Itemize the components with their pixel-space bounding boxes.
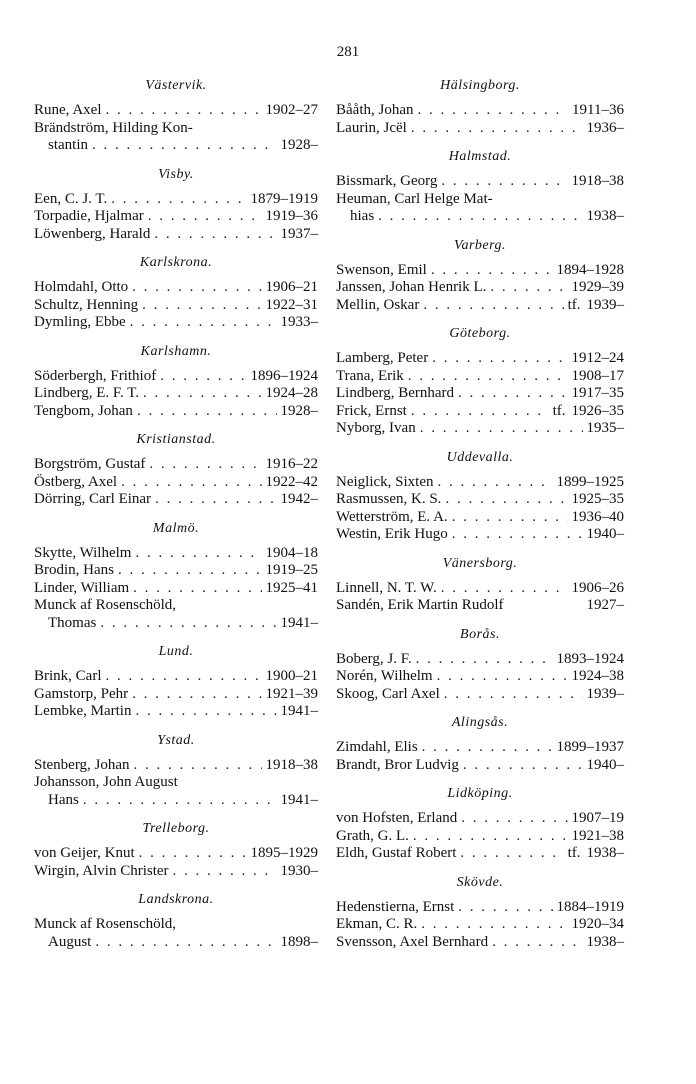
leader-dots xyxy=(452,526,583,544)
list-item xyxy=(336,668,624,686)
person-name-line1: Johansson, John August xyxy=(34,774,178,790)
person-name: Grath, G. L. xyxy=(336,827,409,844)
person-name: Dörring, Carl Einar xyxy=(34,491,152,507)
person-name: Een, C. J. T. xyxy=(34,190,108,207)
city-section xyxy=(34,892,318,951)
city-heading: Västervik. xyxy=(145,78,207,93)
list-item xyxy=(34,297,318,315)
list-item xyxy=(336,102,624,120)
tenure-years: 1928– xyxy=(280,402,318,419)
tenure-years: 1940– xyxy=(586,756,624,773)
leader-dots xyxy=(411,120,583,138)
person-name: Sandén, Erik Martin Rudolf xyxy=(336,597,504,613)
list-item xyxy=(336,262,624,280)
person-name: Gamstorp, Pehr xyxy=(34,685,129,702)
tenure-years: 1893–1924 xyxy=(556,650,624,667)
tenure-years: 1884–1919 xyxy=(556,898,624,915)
person-name: Dymling, Ebbe xyxy=(34,314,126,330)
tenure-years: 1919–25 xyxy=(265,562,318,578)
leader-dots xyxy=(438,474,553,492)
tenure-years: 1911–36 xyxy=(572,102,624,118)
list-item xyxy=(336,916,624,934)
leader-dots xyxy=(106,102,262,120)
tenure-years: 1921–38 xyxy=(571,827,624,844)
list-item xyxy=(34,580,318,598)
city-section xyxy=(336,238,624,315)
tenure-years: 1896–1924 xyxy=(250,367,318,384)
person-name: Holmdahl, Otto xyxy=(34,279,129,295)
acting-marker: tf. xyxy=(552,402,566,419)
leader-dots xyxy=(135,703,276,721)
leader-dots xyxy=(411,403,549,421)
leader-dots xyxy=(452,509,568,527)
list-item xyxy=(34,703,318,721)
city-heading: Landskrona. xyxy=(138,892,214,907)
city-section xyxy=(34,255,318,332)
leader-dots xyxy=(444,686,583,704)
city-heading: Halmstad. xyxy=(448,149,512,164)
person-name: Brandt, Bror Ludvig xyxy=(336,756,459,773)
person-name: Stenberg, Johan xyxy=(34,756,130,773)
leader-dots xyxy=(132,279,261,297)
tenure-years: 1900–21 xyxy=(265,668,318,684)
list-item xyxy=(336,686,624,704)
leader-dots xyxy=(492,934,582,952)
list-item xyxy=(34,474,318,492)
list-item xyxy=(336,297,624,315)
leader-dots xyxy=(490,279,567,297)
leader-dots xyxy=(92,137,277,155)
tenure-years: 1928– xyxy=(280,137,318,153)
tenure-years: 1930– xyxy=(280,862,318,879)
tenure-years: 1908–17 xyxy=(571,367,624,384)
leader-dots xyxy=(173,863,277,881)
list-item xyxy=(34,208,318,226)
tenure-years: 1939– xyxy=(586,685,624,702)
city-section xyxy=(336,786,624,863)
leader-dots xyxy=(133,580,261,598)
entry-row xyxy=(34,934,318,952)
city-heading: Karlskrona. xyxy=(139,255,213,270)
list-item xyxy=(34,368,318,386)
tenure-years: 1895–1929 xyxy=(250,845,318,861)
list-item xyxy=(34,845,318,863)
tenure-years: 1906–26 xyxy=(571,579,624,596)
list-item xyxy=(34,120,318,155)
person-name: Mellin, Oskar xyxy=(336,296,420,313)
list-item xyxy=(336,491,624,509)
person-name: Frick, Ernst xyxy=(336,402,407,419)
leader-dots xyxy=(463,757,583,775)
person-name: Lindberg, Bernhard xyxy=(336,385,455,401)
city-heading: Visby. xyxy=(158,166,194,182)
person-name: Rune, Axel xyxy=(34,102,102,118)
list-item xyxy=(34,226,318,244)
person-name-line2: Hans xyxy=(48,791,79,808)
city-section xyxy=(336,78,624,137)
tenure-years: 1927– xyxy=(586,597,624,613)
leader-dots xyxy=(134,757,262,775)
person-name: Torpadie, Hjalmar xyxy=(34,208,144,224)
tenure-years: 1917–35 xyxy=(571,385,624,401)
tenure-years: 1907–19 xyxy=(571,810,624,826)
person-name: Trana, Erik xyxy=(336,367,404,384)
acting-marker: tf. xyxy=(567,845,581,861)
person-name: Linder, William xyxy=(34,579,130,596)
tenure-years: 1920–34 xyxy=(571,916,624,932)
list-item xyxy=(336,420,624,438)
list-item xyxy=(336,279,624,297)
city-section xyxy=(336,149,624,226)
list-item xyxy=(336,474,624,492)
person-name: Hedenstierna, Ernst xyxy=(336,898,455,915)
city-heading: Karlshamn. xyxy=(140,343,212,359)
list-item xyxy=(336,757,624,775)
person-name: Zimdahl, Elis xyxy=(336,739,418,755)
entry-row xyxy=(34,137,318,155)
list-item xyxy=(336,403,624,421)
tenure-years: 1941– xyxy=(280,791,318,808)
person-name: Lamberg, Peter xyxy=(336,350,429,366)
city-heading: Vänersborg. xyxy=(442,555,518,571)
tenure-years: 1941– xyxy=(280,703,318,719)
leader-dots xyxy=(111,191,246,209)
tenure-years: 1929–39 xyxy=(571,279,624,295)
city-section xyxy=(336,556,624,615)
list-item xyxy=(336,899,624,917)
entry-row xyxy=(34,615,318,633)
person-name: Boberg, J. F. xyxy=(336,650,412,667)
list-item xyxy=(336,173,624,191)
leader-dots xyxy=(378,208,582,226)
leader-dots xyxy=(458,385,567,403)
person-name: Neiglick, Sixten xyxy=(336,473,434,490)
tenure-years: 1898– xyxy=(280,933,318,950)
city-heading: Lidköping. xyxy=(447,786,513,801)
list-item xyxy=(336,651,624,669)
person-name: Laurin, Jcël xyxy=(336,119,407,136)
leader-dots xyxy=(431,262,553,280)
city-section xyxy=(34,821,318,880)
list-item xyxy=(34,757,318,775)
leader-dots xyxy=(149,456,261,474)
tenure-years: 1922–42 xyxy=(265,473,318,490)
list-item xyxy=(336,120,624,138)
person-name-line2: August xyxy=(48,933,92,950)
leader-dots xyxy=(445,491,567,509)
tenure-years: 1925–41 xyxy=(265,579,318,596)
list-item xyxy=(34,456,318,474)
leader-dots xyxy=(143,385,261,403)
person-name: Borgström, Gustaf xyxy=(34,456,146,472)
list-item xyxy=(336,580,624,598)
person-name: von Geijer, Knut xyxy=(34,845,135,861)
person-name-line2: hias xyxy=(350,208,375,224)
tenure-years: 1924–28 xyxy=(265,385,318,401)
person-name: Löwenberg, Harald xyxy=(34,225,151,242)
right-column xyxy=(336,78,624,963)
leader-dots xyxy=(95,934,276,952)
person-name-line1: Munck af Rosenschöld, xyxy=(34,597,177,613)
person-name-line1: Brändström, Hilding Kon- xyxy=(34,119,193,136)
person-name: Skoog, Carl Axel xyxy=(336,685,440,702)
tenure-years: 1919–36 xyxy=(265,208,318,224)
list-item xyxy=(336,350,624,368)
city-section xyxy=(34,733,318,810)
list-item xyxy=(34,279,318,297)
list-item xyxy=(336,368,624,386)
person-name: Rasmussen, K. S. xyxy=(336,491,442,507)
leader-dots xyxy=(137,403,277,421)
person-name: Skytte, Wilhelm xyxy=(34,544,132,561)
tenure-years: 1938– xyxy=(586,845,624,861)
tenure-years: 1938– xyxy=(586,933,624,950)
person-name-line1: Munck af Rosenschöld, xyxy=(34,916,177,932)
person-name: Lindberg, E. F. T. xyxy=(34,385,140,401)
tenure-years: 1937– xyxy=(280,225,318,242)
tenure-years: 1936– xyxy=(586,119,624,136)
leader-dots xyxy=(154,226,276,244)
leader-dots xyxy=(100,615,276,633)
leader-dots xyxy=(106,668,262,686)
list-item xyxy=(336,739,624,757)
leader-dots xyxy=(413,828,568,846)
person-name: Eldh, Gustaf Robert xyxy=(336,845,457,861)
person-name-line2: Thomas xyxy=(48,614,97,631)
list-item xyxy=(34,562,318,580)
city-heading: Borås. xyxy=(460,626,500,642)
tenure-years: 1940– xyxy=(586,526,624,542)
city-heading: Uddevalla. xyxy=(446,449,514,465)
leader-dots xyxy=(148,208,262,226)
leader-dots xyxy=(461,810,567,828)
list-item xyxy=(34,385,318,403)
tenure-years: 1939– xyxy=(586,296,624,313)
person-name: Brodin, Hans xyxy=(34,562,114,578)
person-name: Swenson, Emil xyxy=(336,261,427,278)
leader-dots xyxy=(416,651,553,669)
tenure-years: 1924–38 xyxy=(571,668,624,684)
list-item xyxy=(34,545,318,563)
list-item xyxy=(336,828,624,846)
city-section xyxy=(336,326,624,438)
city-section xyxy=(336,875,624,952)
person-name: von Hofsten, Erland xyxy=(336,810,458,826)
leader-dots xyxy=(422,739,553,757)
leader-dots xyxy=(139,845,247,863)
tenure-years: 1899–1925 xyxy=(556,473,624,490)
person-name: Schultz, Henning xyxy=(34,296,139,313)
list-item xyxy=(34,916,318,951)
list-item xyxy=(34,863,318,881)
city-section xyxy=(336,715,624,774)
person-name: Tengbom, Johan xyxy=(34,402,133,419)
tenure-years: 1922–31 xyxy=(265,296,318,313)
list-item xyxy=(336,810,624,828)
city-section xyxy=(34,644,318,721)
city-section xyxy=(34,521,318,633)
city-heading: Trelleborg. xyxy=(142,821,210,836)
leader-dots xyxy=(441,173,567,191)
city-section xyxy=(34,167,318,244)
city-heading: Ystad. xyxy=(157,732,195,748)
person-name: Linnell, N. T. W. xyxy=(336,579,437,596)
person-name: Svensson, Axel Bernhard xyxy=(336,933,489,950)
city-heading: Malmö. xyxy=(152,520,200,536)
tenure-years: 1941– xyxy=(280,614,318,631)
leader-dots xyxy=(160,368,246,386)
tenure-years: 1936–40 xyxy=(571,508,624,525)
tenure-years: 1935– xyxy=(586,420,624,436)
tenure-years: 1921–39 xyxy=(265,685,318,702)
leader-dots xyxy=(83,792,277,810)
person-name: Norén, Wilhelm xyxy=(336,668,433,684)
leader-dots xyxy=(441,580,568,598)
list-item xyxy=(336,191,624,226)
list-item xyxy=(34,403,318,421)
city-section xyxy=(34,344,318,421)
list-item xyxy=(34,191,318,209)
city-section xyxy=(336,627,624,704)
tenure-years: 1918–38 xyxy=(571,173,624,189)
leader-dots xyxy=(142,297,261,315)
list-item xyxy=(34,491,318,509)
leader-dots xyxy=(132,686,261,704)
tenure-years: 1933– xyxy=(280,314,318,330)
city-heading: Kristianstad. xyxy=(136,432,216,447)
leader-dots xyxy=(130,314,277,332)
tenure-years: 1879–1919 xyxy=(250,190,318,207)
page-number: 281 xyxy=(336,44,360,60)
leader-dots xyxy=(420,420,583,438)
leader-dots xyxy=(421,916,567,934)
city-section xyxy=(34,432,318,509)
leader-dots xyxy=(135,545,261,563)
list-item xyxy=(336,597,624,615)
tenure-years: 1942– xyxy=(280,491,318,507)
person-name-line1: Heuman, Carl Helge Mat- xyxy=(336,190,493,207)
acting-marker: tf. xyxy=(567,296,581,313)
person-name: Nyborg, Ivan xyxy=(336,420,416,436)
person-name: Bissmark, Georg xyxy=(336,173,438,189)
leader-dots xyxy=(423,297,563,315)
person-name: Ekman, C. R. xyxy=(336,916,418,932)
list-item xyxy=(336,845,624,863)
list-item xyxy=(34,668,318,686)
tenure-years: 1894–1928 xyxy=(556,261,624,278)
person-name: Wirgin, Alvin Christer xyxy=(34,862,169,879)
entry-row xyxy=(336,208,624,226)
list-item xyxy=(336,385,624,403)
list-item xyxy=(34,774,318,809)
list-item xyxy=(336,934,624,952)
list-item xyxy=(34,686,318,704)
left-column xyxy=(34,78,318,963)
leader-dots xyxy=(121,474,261,492)
tenure-years: 1918–38 xyxy=(265,756,318,773)
city-heading: Alingsås. xyxy=(451,715,509,730)
list-item xyxy=(34,597,318,632)
tenure-years: 1916–22 xyxy=(265,456,318,472)
list-item xyxy=(336,509,624,527)
person-name: Westin, Erik Hugo xyxy=(336,526,448,542)
city-heading: Varberg. xyxy=(453,237,507,253)
leader-dots xyxy=(408,368,568,386)
list-item xyxy=(34,314,318,332)
tenure-years: 1906–21 xyxy=(265,279,318,295)
city-heading: Hälsingborg. xyxy=(440,78,520,93)
leader-dots xyxy=(417,102,568,120)
leader-dots xyxy=(437,668,568,686)
person-name: Söderbergh, Frithiof xyxy=(34,367,157,384)
tenure-years: 1938– xyxy=(586,208,624,224)
person-name: Janssen, Johan Henrik L. xyxy=(336,279,487,295)
person-name: Östberg, Axel xyxy=(34,473,118,490)
person-name-line2: stantin xyxy=(48,137,88,153)
list-item xyxy=(336,526,624,544)
city-heading: Göteborg. xyxy=(449,326,511,341)
tenure-years: 1902–27 xyxy=(265,102,318,118)
leader-dots xyxy=(118,562,262,580)
tenure-years: 1899–1937 xyxy=(556,739,624,755)
person-name: Bååth, Johan xyxy=(336,102,414,118)
tenure-years: 1904–18 xyxy=(265,544,318,561)
leader-dots xyxy=(432,350,567,368)
leader-dots xyxy=(460,845,563,863)
city-heading: Lund. xyxy=(158,644,194,659)
city-heading: Skövde. xyxy=(456,874,504,890)
leader-dots xyxy=(155,491,276,509)
city-section xyxy=(34,78,318,155)
entry-row xyxy=(34,792,318,810)
tenure-years: 1925–35 xyxy=(571,491,624,507)
tenure-years: 1912–24 xyxy=(571,350,624,366)
person-name: Brink, Carl xyxy=(34,668,102,684)
tenure-years: 1926–35 xyxy=(571,402,624,419)
person-name: Wetterström, E. A. xyxy=(336,508,448,525)
leader-dots xyxy=(458,899,552,917)
person-name: Lembke, Martin xyxy=(34,703,132,719)
city-section xyxy=(336,450,624,544)
list-item xyxy=(34,102,318,120)
